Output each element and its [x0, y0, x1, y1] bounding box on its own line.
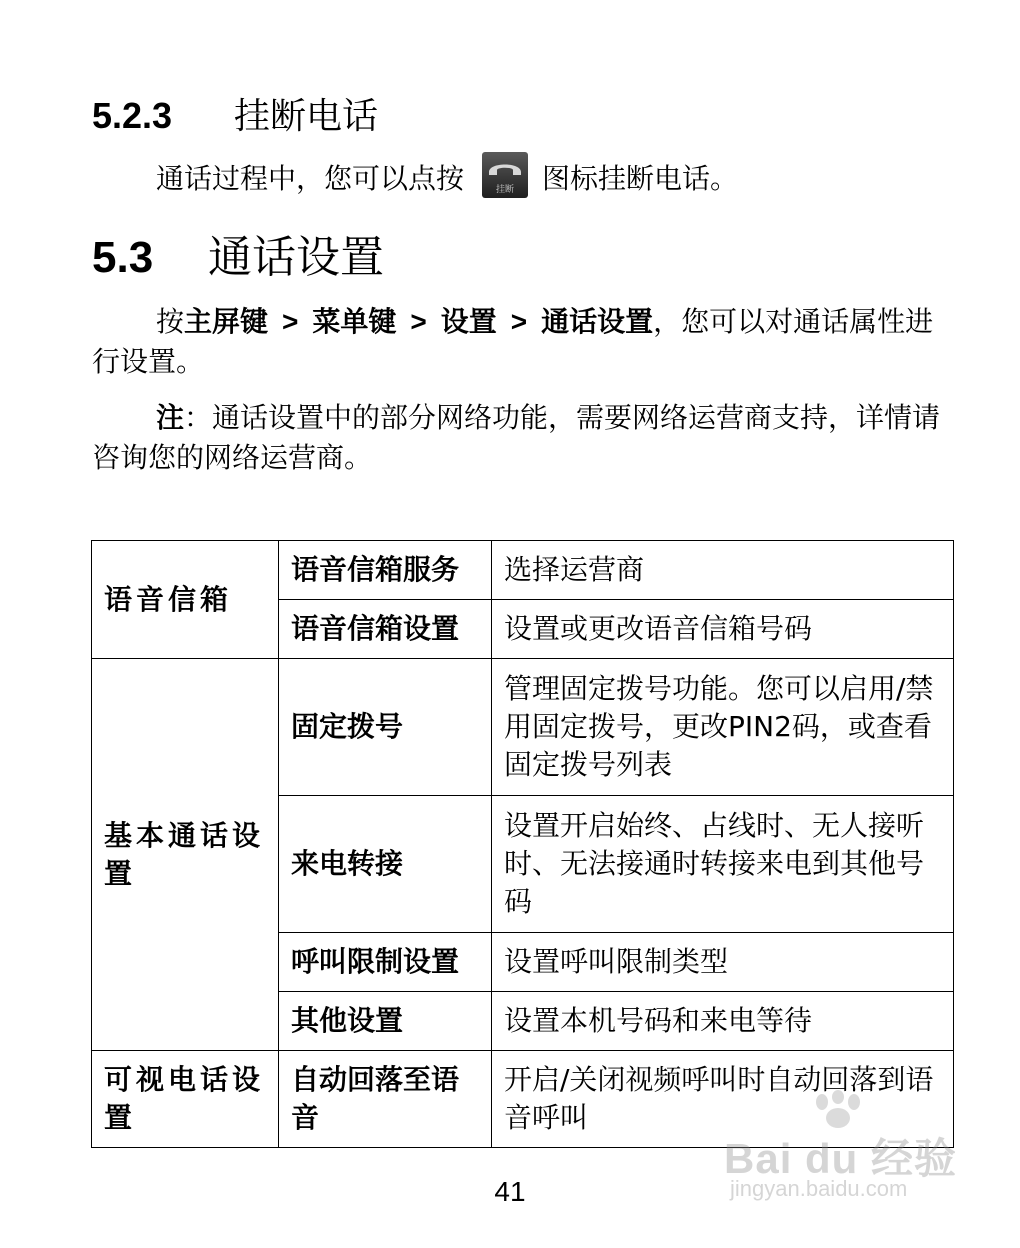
item-description: 设置开启始终、占线时、无人接听时、无法接通时转接来电到其他号码 — [492, 796, 954, 933]
settings-path-paragraph — [92, 302, 954, 382]
section-heading-5-3 — [92, 228, 384, 288]
path-separator: > — [282, 306, 299, 337]
section-number: 5.3 — [92, 233, 154, 282]
hangup-text-before: 通话过程中，您可以点按 — [156, 162, 465, 195]
item-name: 语音信箱设置 — [279, 600, 492, 659]
hangup-icon-caption: 挂断 — [496, 185, 515, 195]
watermark-site: jingyan.baidu.com — [730, 1176, 908, 1201]
item-description: 设置或更改语音信箱号码 — [492, 600, 954, 659]
item-name: 呼叫限制设置 — [279, 933, 492, 992]
group-name-basic-call-settings: 基本通话设置 — [92, 659, 279, 1051]
baidu-jingyan-watermark — [724, 1090, 964, 1210]
table-row — [92, 541, 954, 600]
watermark-brand: Bai du 经验 — [724, 1135, 958, 1182]
item-description: 开启/关闭视频呼叫时自动回落到语音呼叫 — [492, 1051, 954, 1148]
group-name-voicemail: 语音信箱 — [92, 541, 279, 659]
table-row — [92, 659, 954, 796]
call-settings-table — [91, 540, 954, 1148]
item-name: 固定拨号 — [279, 659, 492, 796]
section-number: 5.2.3 — [92, 95, 173, 136]
path-step-settings: 设置 — [440, 305, 497, 338]
path-separator: > — [510, 306, 528, 337]
path-step-home-key: 主屏键 — [184, 305, 269, 338]
item-name: 来电转接 — [279, 796, 492, 933]
section-heading-5-2-3 — [92, 92, 378, 141]
item-name: 自动回落至语音 — [279, 1051, 492, 1148]
item-description: 管理固定拨号功能。您可以启用/禁用固定拨号，更改PIN2码，或查看固定拨号列表 — [492, 659, 954, 796]
path-prefix: 按 — [156, 305, 185, 338]
item-name: 其他设置 — [279, 992, 492, 1051]
hangup-phone-icon — [482, 152, 528, 198]
path-step-menu-key: 菜单键 — [312, 305, 397, 338]
path-suffix: ，您可以对通话属性进行设置。 — [92, 305, 934, 378]
path-step-call-settings: 通话设置 — [541, 305, 654, 338]
section-title: 通话设置 — [208, 232, 384, 283]
path-separator: > — [410, 306, 427, 337]
section-title: 挂断电话 — [234, 96, 379, 137]
page-number: 41 — [494, 1176, 526, 1207]
hangup-text-after: 图标挂断电话。 — [542, 162, 739, 195]
group-name-video-call-settings: 可视电话设置 — [92, 1051, 279, 1148]
item-description: 设置本机号码和来电等待 — [492, 992, 954, 1051]
paw-logo-icon — [808, 1090, 868, 1130]
note-label: 注 — [156, 401, 185, 434]
note-text: ：通话设置中的部分网络功能，需要网络运营商支持，详情请咨询您的网络运营商。 — [92, 401, 941, 474]
item-name: 语音信箱服务 — [279, 541, 492, 600]
hangup-paragraph — [156, 152, 738, 201]
note-paragraph — [92, 398, 954, 478]
item-description: 选择运营商 — [492, 541, 954, 600]
item-description: 设置呼叫限制类型 — [492, 933, 954, 992]
